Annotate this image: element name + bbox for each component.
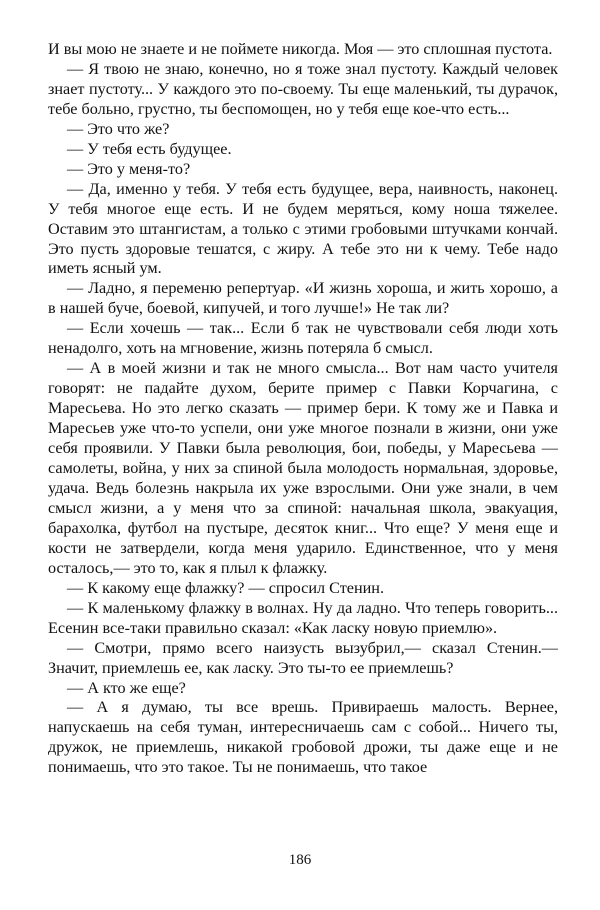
paragraph: — Если хочешь — так... Если б так не чувствовали себя люди хоть ненадолго, хоть на мгновение, жизнь потеряла б смысл.	[48, 319, 558, 358]
page-text	[48, 40, 558, 778]
paragraph: — К какому еще флажку? — спросил Стенин.	[67, 578, 384, 597]
paragraph: — У тебя есть будущее.	[67, 139, 232, 158]
paragraph: — Да, именно у тебя. У тебя есть будущее, вера, наивность, наконец. У тебя многое еще есть. И не будем меряться, кому ноша тяжелее. Оставим это штангистам, а только с этими гробовыми штучками кончай. Это пусть здоровые тешатся, с жиру. А тебе это ни к чему. Тебе надо иметь ясный ум.	[48, 179, 558, 278]
paragraph: — А кто же еще?	[67, 678, 186, 697]
paragraph: — Это у меня-то?	[67, 159, 191, 178]
page-number: 186	[288, 852, 312, 868]
paragraph: — А я думаю, ты все врешь. Привираешь малость. Вернее, напускаешь на себя туман, интересничаешь сам с собой... Ничего ты, дружок, не приемлешь, никакой гробовой дрожи, ты даже еще и не понимаешь, что это такое. Ты не понимаешь, что такое	[48, 698, 558, 777]
paragraph: — Смотри, прямо всего наизусть вызубрил,— сказал Стенин.— Значит, приемлешь ее, как ласку. Это ты-то ее приемлешь?	[48, 638, 558, 677]
paragraph: — Это что же?	[67, 119, 170, 138]
paragraph: — Ладно, я переменю репертуар. «И жизнь хороша, и жить хорошо, а в нашей буче, боевой, кипучей, и того лучше!» Не так ли?	[48, 279, 558, 318]
paragraph: — К маленькому флажку в волнах. Ну да ладно. Что теперь говорить... Есенин все-таки правильно сказал: «Как ласку новую приемлю».	[48, 598, 558, 637]
paragraph: И вы мою не знаете и не поймете никогда. Моя — это сплошная пустота.	[48, 40, 553, 58]
paragraph: — А в моей жизни и так не много смысла... Вот нам часто учителя говорят: не падайте духом, берите пример с Павки Корчагина, с Маресьева. Но это легко сказать — пример бери. К тому же и Павка и Маресьев уже что-то успели, они уже многое познали в жизни, они уже себя проявили. У Павки была революция, бои, победы, у Маресьева — самолеты, война, у них за спиной была молодость нормальная, здоровье, удача. Ведь болезнь накрыла их уже взрослыми. Они уже знали, в чем смысл жизни, а у меня что за спиной: начальная школа, эвакуация, барахолка, футбол на пустыре, десяток книг... Что еще? У меня еще и кости не затвердели, когда меня ударило. Единственное, что у меня осталось,— это то, как я плыл к флажку.	[48, 359, 558, 577]
paragraph: — Я твою не знаю, конечно, но я тоже знал пустоту. Каждый человек знает пустоту... У каждого это по-своему. Ты еще маленький, ты дурачок, тебе больно, грустно, ты беспомощен, но у тебя еще кое-что есть...	[48, 59, 558, 118]
